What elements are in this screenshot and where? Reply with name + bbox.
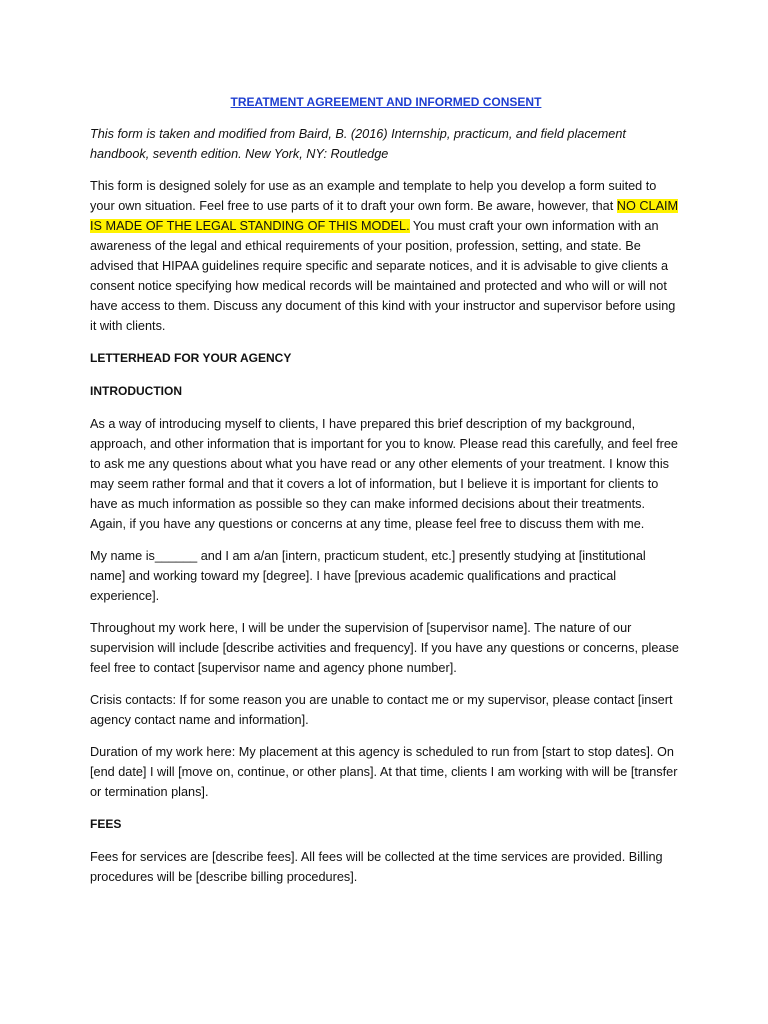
- duration-paragraph: Duration of my work here: My placement at this agency is scheduled to run from [start to stop dates]. On [end date] I will [move on, continue, or other plans]. At that time, clients I am working with will be [transfer or termination plans].: [90, 745, 678, 799]
- heading-fees: FEES: [90, 817, 122, 831]
- highlighted-disclaimer: NO CLAIM IS MADE OF THE LEGAL STANDING OF THIS MODEL.: [90, 199, 679, 233]
- intro-text-part2: You must craft your own information with an awareness of the legal and ethical requirements of your position, profession, setting, and state. Be advised that HIPAA guidelines require specific and separate notices, and it is advisable to give clients a consent notice specifying how medical records will be maintained and protected and who will or will not have access to them. Discuss any document of this kind with your instructor and supervisor before using it with clients.: [90, 219, 676, 333]
- document-page: [90, 92, 682, 899]
- document-title: [90, 92, 682, 112]
- fees-paragraph: Fees for services are [describe fees]. All fees will be collected at the time services are provided. Billing procedures will be [describe billing procedures].: [90, 850, 663, 884]
- heading-introduction: INTRODUCTION: [90, 384, 182, 398]
- introduction-paragraph: As a way of introducing myself to clients, I have prepared this brief description of my background, approach, and other information that is important for you to know. Please read this carefully, and feel free to ask me any questions about what you have read or any other elements of your treatment. I know this may seem rather formal and that it covers a lot of information, but I believe it is important for clients to have as much information as possible so they can make informed decisions about their treatments. Again, if you have any questions or concerns at any time, please feel free to discuss them with me.: [90, 417, 678, 531]
- heading-letterhead: LETTERHEAD FOR YOUR AGENCY: [90, 351, 292, 365]
- crisis-paragraph: Crisis contacts: If for some reason you are unable to contact me or my supervisor, please contact [insert agency contact name and information].: [90, 693, 673, 727]
- intro-paragraph: [90, 176, 682, 336]
- supervision-paragraph: Throughout my work here, I will be under the supervision of [supervisor name]. The nature of our supervision will include [describe activities and frequency]. If you have any questions or concerns, please feel free to contact [supervisor name and agency phone number].: [90, 621, 679, 675]
- name-paragraph: My name is______ and I am a/an [intern, practicum student, etc.] presently studying at [institutional name] and working toward my [degree]. I have [previous academic qualifications and practical experience].: [90, 549, 646, 603]
- intro-text-part1: This form is designed solely for use as an example and template to help you develop a form suited to your own situation. Feel free to use parts of it to draft your own form. Be aware, however, that: [90, 179, 657, 213]
- document-title-link[interactable]: TREATMENT AGREEMENT AND INFORMED CONSENT: [230, 95, 542, 109]
- source-note: This form is taken and modified from Baird, B. (2016) Internship, practicum, and field placement handbook, seventh edition. New York, NY: Routledge: [90, 127, 626, 161]
